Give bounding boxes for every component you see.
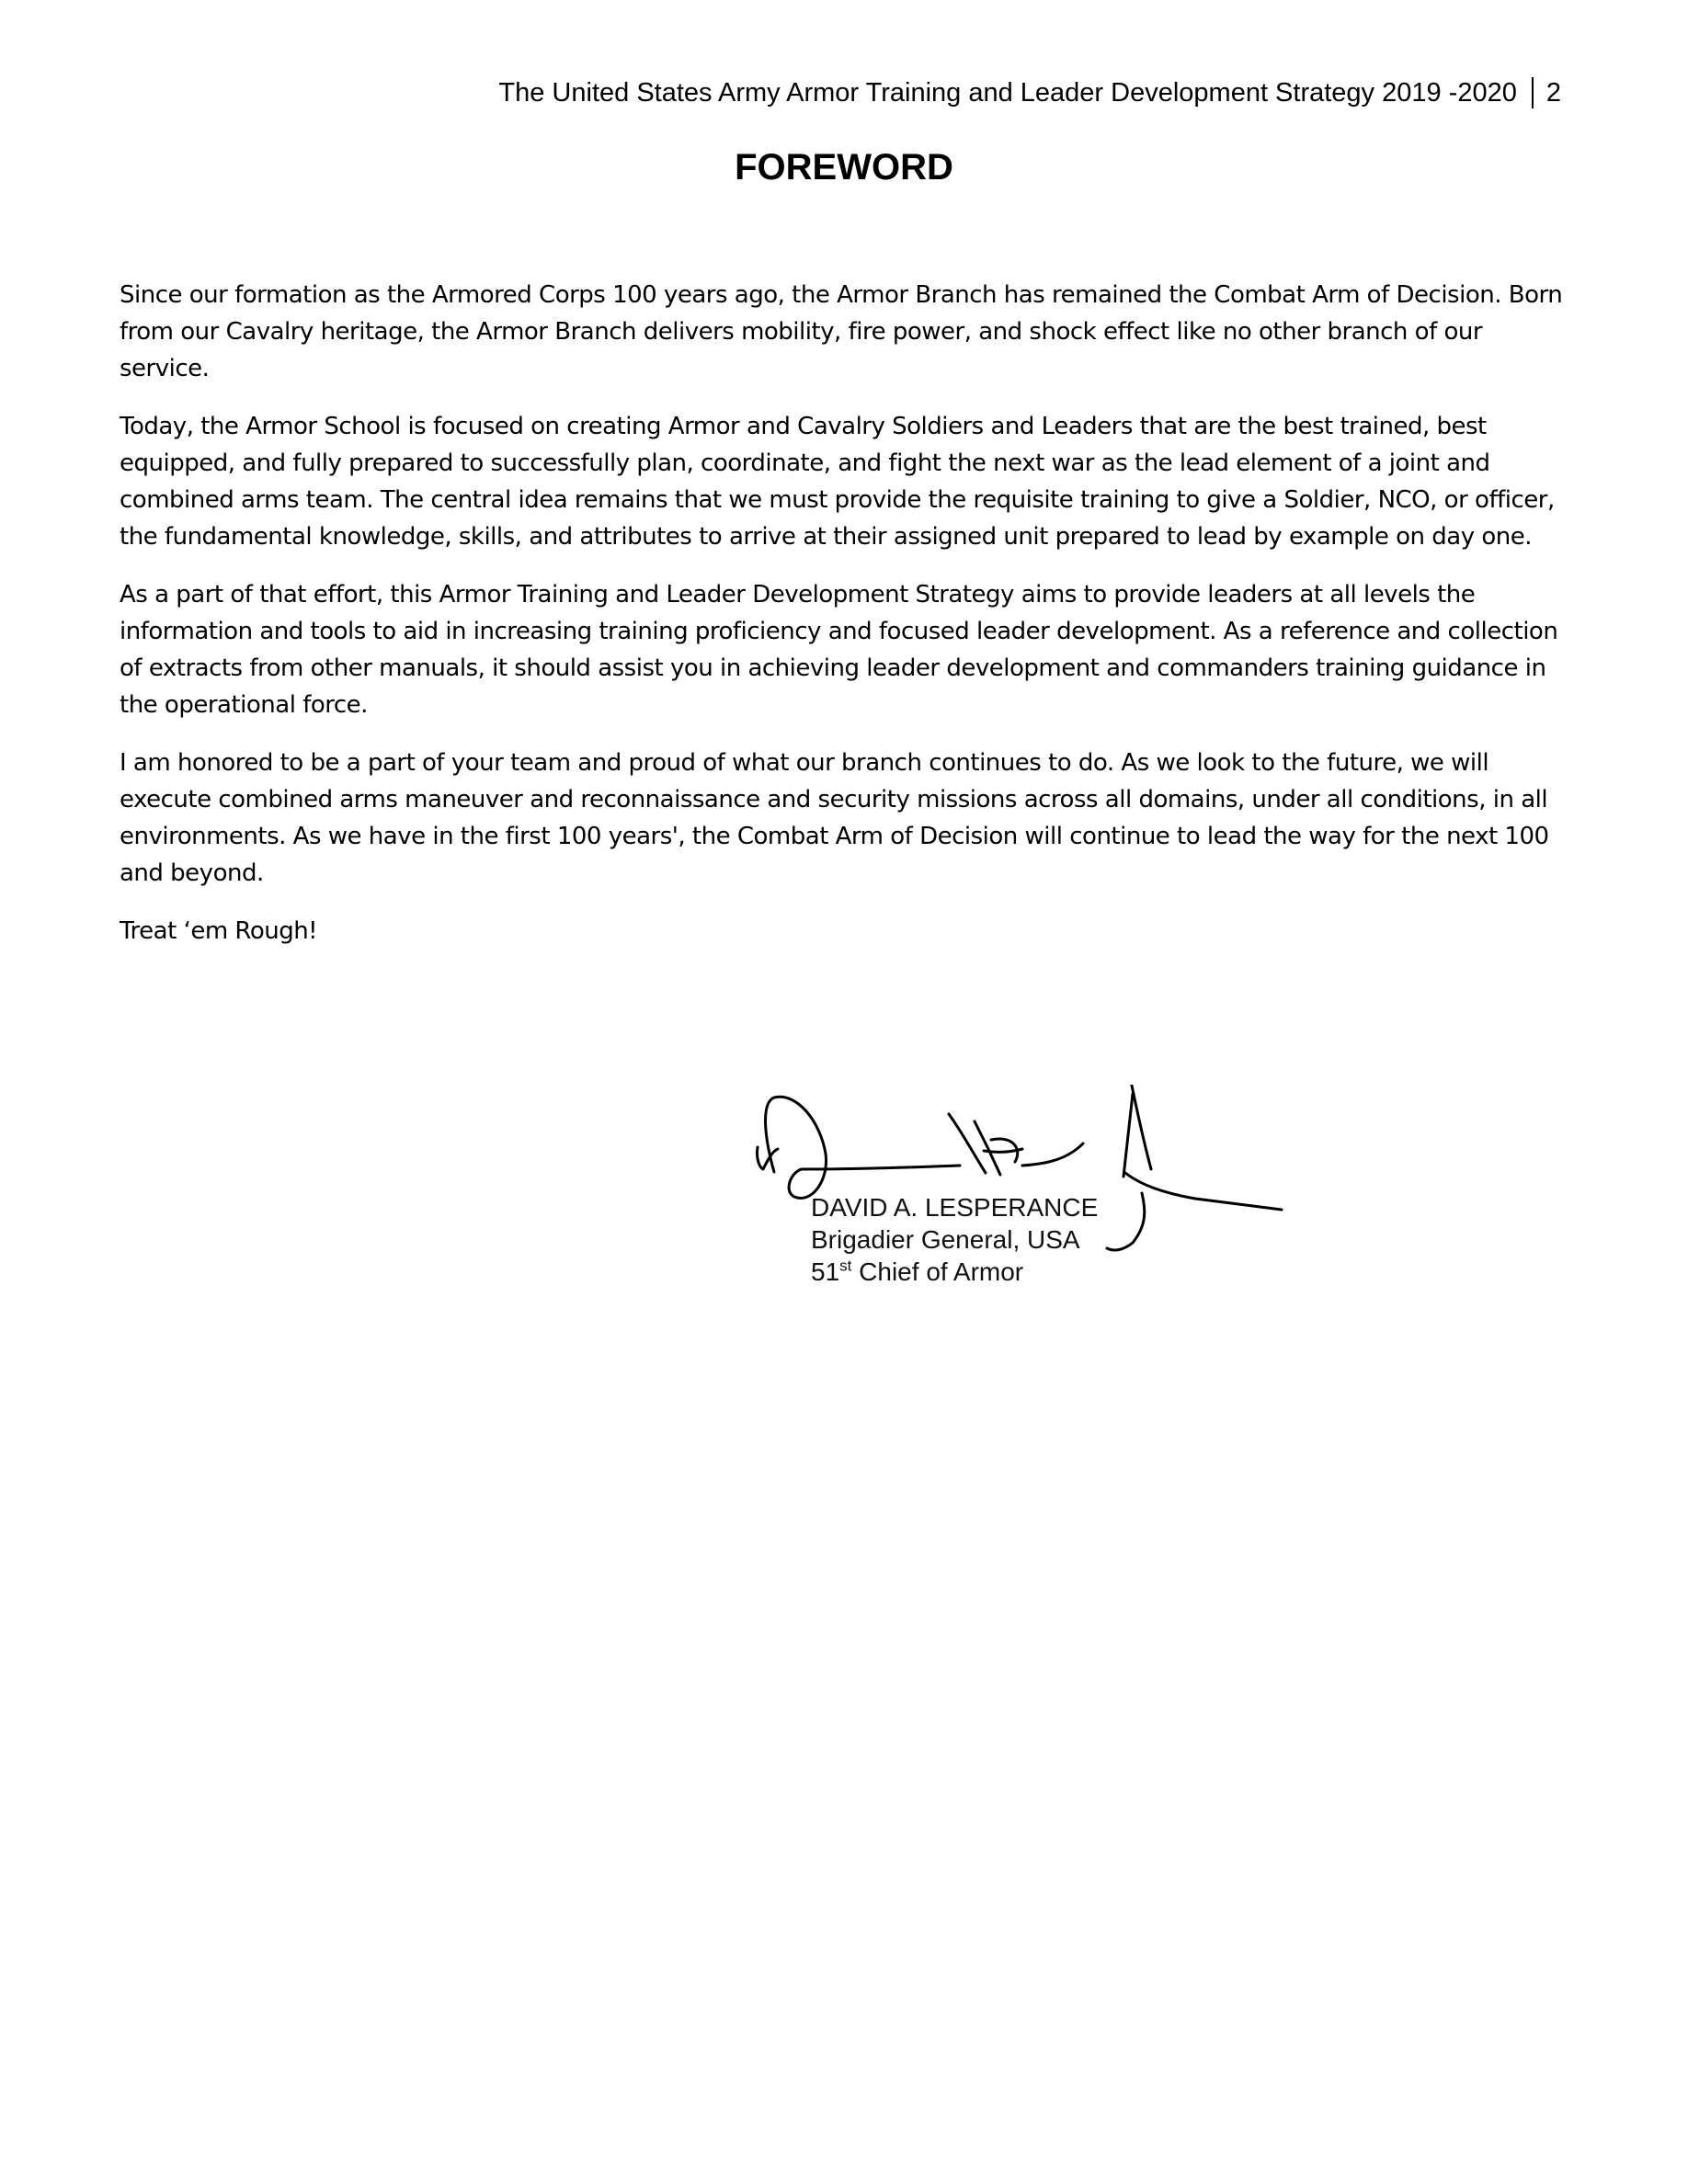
paragraph-1: Since our formation as the Armored Corps 100 years ago, the Armor Branch has remained the Combat Arm of Decision. Born from our Cavalry heritage, the Armor Branch delivers mobility, fire power, and shock effect like no other branch of our service. [120,281,1563,382]
foreword-body [120,277,1577,971]
signature-text [811,1191,1098,1288]
running-header [498,77,1561,108]
paragraph-2: Today, the Armor School is focused on creating Armor and Cavalry Soldiers and Leaders that are the best trained, best equipped, and fully prepared to successfully plan, coordinate, and fight the next war as the lead element of a joint and combined arms team. The central idea remains that we must provide the requisite training to give a Soldier, NCO, or officer, the fundamental knowledge, skills, and attributes to arrive at their assigned unit prepared to lead by example on day one. [120,413,1555,551]
signer-name: DAVID A. LESPERANCE [811,1193,1099,1222]
header-divider [1532,77,1534,108]
signer-position [811,1256,1098,1288]
running-title: The United States Army Armor Training and Leader Development Strategy 2019 -2020 [498,77,1517,108]
paragraph-3: As a part of that effort, this Armor Training and Leader Development Strategy aims to provide leaders at all levels the information and tools to aid in increasing training proficiency and focused leader development. As a reference and collection of extracts from other manuals, it should assist you in achieving leader development and commanders training guidance in the operational force. [120,581,1558,719]
paragraph-4: I am honored to be a part of your team and proud of what our branch continues to do. As we look to the future, we will execute combined arms maneuver and reconnaissance and security missions across all domains, under all conditions, in all environments. As we have in the first 100 years', the Combat Arm of Decision will continue to lead the way for the next 100 and beyond. [120,749,1549,887]
signature-block [747,1085,1298,1305]
closing-line: Treat ‘em Rough! [120,917,318,945]
position-title: Chief of Armor [859,1257,1024,1286]
position-ordinal: 51 [811,1257,840,1286]
signer-rank: Brigadier General, USA [811,1225,1080,1254]
page-title: FOREWORD [735,147,953,188]
page-number: 2 [1545,77,1561,108]
position-suffix: st [839,1257,852,1275]
